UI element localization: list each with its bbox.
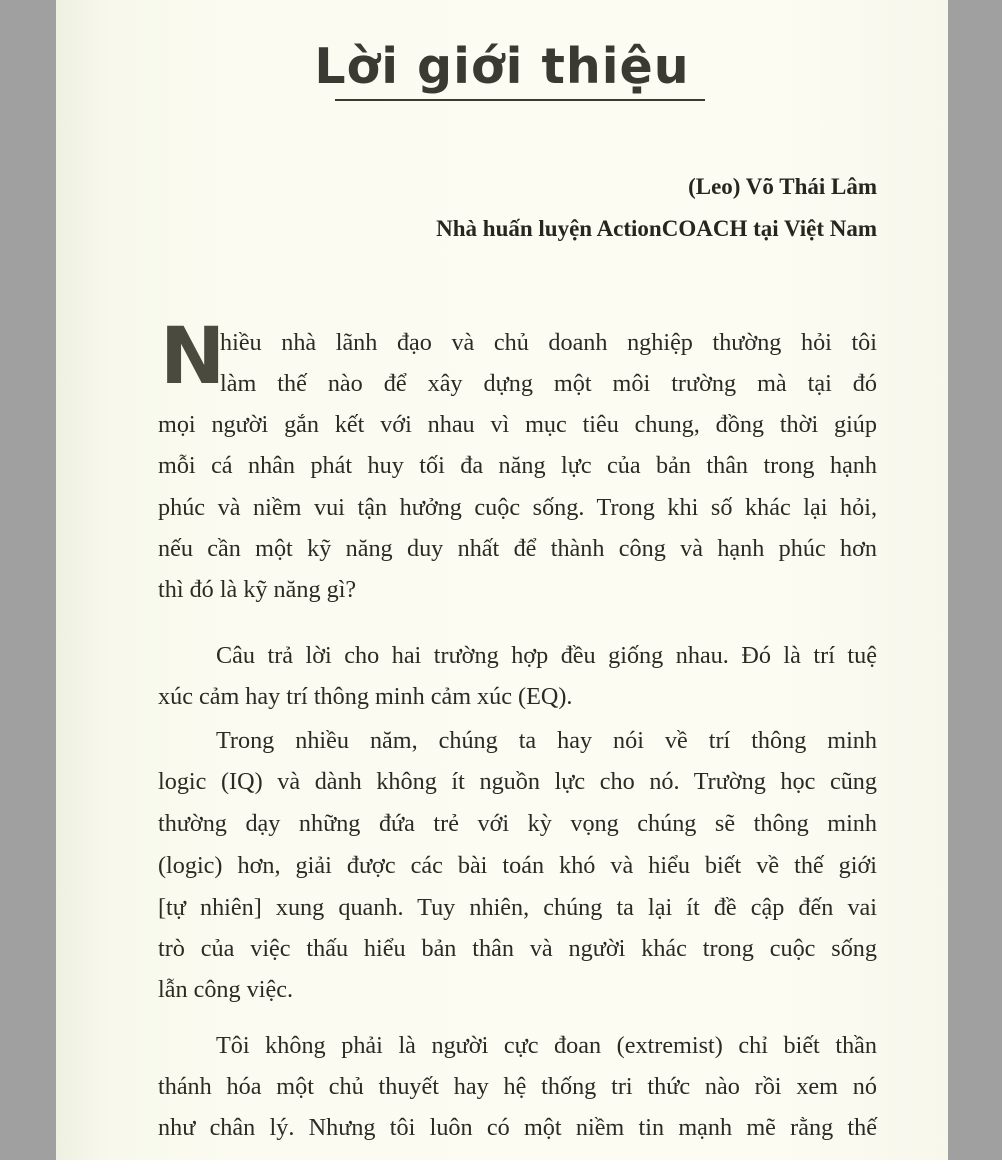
page-title: Lời giới thiệu xyxy=(314,38,690,95)
title-underline xyxy=(335,99,705,101)
paragraph-line: mọi người gắn kết với nhau vì mục tiêu chung, đồng thời giúp xyxy=(158,411,877,438)
paragraph-line: Câu trả lời cho hai trường hợp đều giống nhau. Đó là trí tuệ xyxy=(216,642,877,669)
paragraph-line: Trong nhiều năm, chúng ta hay nói về trí thông minh xyxy=(216,727,877,754)
paragraph-line: thì đó là kỹ năng gì? xyxy=(158,576,357,603)
author-role: Nhà huấn luyện ActionCOACH tại Việt Nam xyxy=(436,216,877,241)
paragraph-line: thánh hóa một chủ thuyết hay hệ thống tri thức nào rồi xem nó xyxy=(158,1073,877,1100)
drop-cap: N xyxy=(160,312,226,402)
paragraph-line: [tự nhiên] xung quanh. Tuy nhiên, chúng ta lại ít đề cập đến vai xyxy=(158,894,877,921)
paragraph-line: xúc cảm hay trí thông minh cảm xúc (EQ). xyxy=(158,683,573,710)
paragraph-line: hiều nhà lãnh đạo và chủ doanh nghiệp thường hỏi tôi xyxy=(220,329,877,356)
paragraph-line: Tôi không phải là người cực đoan (extremist) chỉ biết thần xyxy=(216,1032,877,1059)
paragraph-line: làm thế nào để xây dựng một môi trường mà tại đó xyxy=(220,370,877,397)
paragraph-line: logic (IQ) và dành không ít nguồn lực cho nó. Trường học cũng xyxy=(158,768,877,795)
paragraph-line: thường dạy những đứa trẻ với kỳ vọng chúng sẽ thông minh xyxy=(158,810,877,837)
paragraph-line: trò của việc thấu hiểu bản thân và người khác trong cuộc sống xyxy=(158,935,877,962)
paragraph-line: mỗi cá nhân phát huy tối đa năng lực của bản thân trong hạnh xyxy=(158,452,877,479)
author-name: (Leo) Võ Thái Lâm xyxy=(688,174,877,199)
paragraph-line: (logic) hơn, giải được các bài toán khó và hiểu biết về thế giới xyxy=(158,852,877,879)
book-page xyxy=(56,0,948,1160)
paragraph-line: phúc và niềm vui tận hưởng cuộc sống. Trong khi số khác lại hỏi, xyxy=(158,494,877,521)
paragraph-line: lẫn công việc. xyxy=(158,976,293,1003)
paragraph-line: nếu cần một kỹ năng duy nhất để thành công và hạnh phúc hơn xyxy=(158,535,877,562)
paragraph-line: như chân lý. Nhưng tôi luôn có một niềm tin mạnh mẽ rằng thế xyxy=(158,1114,877,1141)
